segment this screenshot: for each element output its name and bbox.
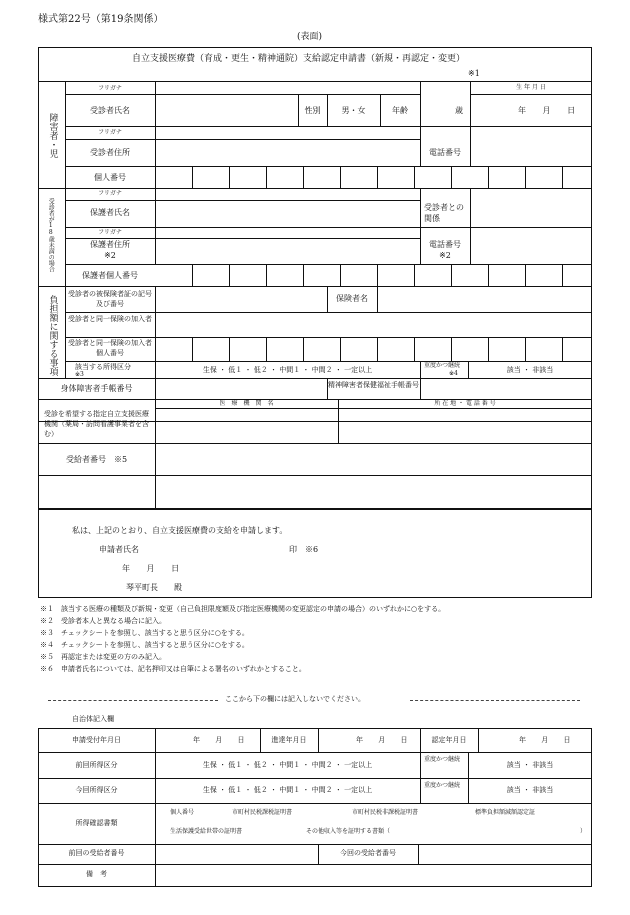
same-insurance-field[interactable] [156,313,591,336]
seal-mark: 印 ※6 [289,545,319,554]
same-insurance-label: 受診者と同一保険の加入者 [68,315,152,323]
furigana-label-4: フリガナ [98,229,122,236]
mental-cert-label: 精神障害者保健福祉手帳番号 [328,381,419,389]
patient-address-field[interactable] [156,140,419,165]
doc-other-close: ） [580,828,587,835]
institution-address-field[interactable] [339,409,591,442]
declaration-line: 私は、上記のとおり、自立支援医療費の支給を申請します。 [72,526,288,535]
furigana-label: フリガナ [98,85,122,92]
curr-severe-label: 重度かつ継続 [424,782,461,789]
note-6: ※６ 申請者氏名については、記名押印又は自筆による署名のいずれかとすること。 [40,665,306,673]
guardian-phone-label: 電話番号 [429,240,461,249]
prev-severe-label: 重度かつ継続 [424,756,461,763]
note-3: ※３ チェックシートを参照し、該当すると思う区分に○をする。 [40,629,249,637]
institution-name-header: 医 療 機 関 名 [219,400,274,407]
curr-severe-options[interactable]: 該当 ・ 非該当 [506,786,554,794]
guardian-name-field[interactable] [156,201,419,226]
personal-number-label: 個人番号 [94,173,126,182]
doc-welfare-certificate[interactable]: 生活保護受給世帯の証明書 [170,828,243,835]
curr-income-options[interactable]: 生保 ・ 低１ ・ 低２ ・ 中間１ ・ 中間２ ・ 一定以上 [202,786,373,794]
form-title: 自立支援医療費（育成・更生・精神通院）支給認定申請書（新規・再認定・変更） [132,54,466,64]
approval-date-label: 認定年月日 [431,736,467,744]
doc-personal-number[interactable]: 個人番号 [170,809,195,816]
prev-income-options[interactable]: 生保 ・ 低１ ・ 低２ ・ 中間１ ・ 中間２ ・ 一定以上 [202,761,373,769]
addressee: 琴平町長 殿 [126,583,182,592]
income-class-options[interactable]: 生保 ・ 低１ ・ 低２ ・ 中間１ ・ 中間２ ・ 一定以上 [202,366,373,374]
guardian-number-label: 保護者個人番号 [82,271,138,280]
gender-label: 性別 [304,106,321,115]
curr-recipient-field[interactable] [419,845,591,863]
recipient-number-label: 受給者番号 ※5 [65,455,128,464]
guardian-address-field[interactable] [156,239,419,263]
severe-note: ※4 [449,370,458,377]
patient-name-field[interactable] [156,95,297,125]
curr-income-label: 今回所得区分 [75,786,118,794]
minor-section-label: 受診者が18歳未満の場合 [47,198,55,272]
medical-institution-label: 受診を希望する指定自立支援医療機関（薬局・訪問看護事業者を含む） [44,410,149,439]
guardian-address-note: ※2 [104,251,116,260]
insured-card-label: 受診者の被保険者証の記号及び番号 [68,290,152,308]
note-1: ※１ 該当する医療の種類及び新規・変更（自己負担限度額及び指定医療機関の変更認定の申請の場合）のいずれかに○をする。 [40,605,446,613]
doc-other-income[interactable]: その他収入等を証明する書類（ [306,828,391,835]
furigana-label-3: フリガナ [98,190,122,197]
doc-nontax-certificate[interactable]: 市町村民税非課税証明書 [352,809,419,816]
progress-date-label: 進達年月日 [271,736,307,744]
dob-label: 生 年 月 日 [516,84,546,91]
relationship-label: 受診者との関係 [424,203,464,224]
form-number: 様式第22号（第19条関係） [38,14,164,25]
doc-reduction-certificate[interactable]: 標準負担額減額認定証 [475,809,536,816]
patient-name-label: 受診者氏名 [90,106,130,115]
institution-name-field[interactable] [156,409,337,442]
side-label: (表面) [297,32,323,42]
remarks-label: 備 考 [86,870,107,878]
note-4: ※４ チェックシートを参照し、該当すると思う区分に○をする。 [40,641,249,649]
received-date-field[interactable]: 年 月 日 [193,736,245,744]
guardian-address-label: 保護者住所 [90,240,130,249]
personal-number-boxes[interactable] [155,166,592,188]
received-date-label: 申請受付年月日 [72,736,121,744]
income-class-note: ※3 [75,371,84,378]
severe-options[interactable]: 該当 ・ 非該当 [506,366,554,374]
office-section-title: 自治体記入欄 [72,715,114,723]
prev-severe-options[interactable]: 該当 ・ 非該当 [506,761,554,769]
institution-address-header: 所 在 地 ・ 電 話 番 号 [434,400,496,407]
age-label: 年齢 [392,106,408,115]
applicant-name-label-2: 申請者氏名 [99,545,139,554]
income-class-label: 該当する所得区分 [75,363,131,371]
insurer-name-field[interactable] [378,287,591,311]
prev-recipient-field[interactable] [156,845,317,863]
mental-cert-field[interactable] [421,379,591,398]
curr-recipient-label: 今回の受給者番号 [340,849,396,857]
guardian-number-boxes[interactable] [155,264,592,286]
guardian-phone-note: ※2 [439,251,451,260]
note-2: ※２ 受診者本人と異なる場合に記入。 [40,617,166,625]
same-insurance-number-boxes[interactable] [155,337,592,361]
prev-income-label: 前回所得区分 [75,761,118,769]
disability-cert-field[interactable] [156,379,326,398]
separator-text: ここから下の欄には記入しないでください。 [225,695,365,703]
insurer-name-label: 保険者名 [336,294,368,303]
note-5: ※５ 再認定または変更の方のみ記入。 [40,653,166,661]
doc-tax-certificate[interactable]: 市町村民税課税証明書 [232,809,293,816]
title-note: ※1 [468,69,480,78]
patient-section-label: 障害者・児 [47,113,58,158]
application-date[interactable]: 年 月 日 [122,564,180,573]
insured-card-field[interactable] [156,287,326,311]
burden-section-label: 負担額に関する事項 [47,295,58,376]
furigana-label-2: フリガナ [98,129,122,136]
age-unit: 歳 [455,106,463,115]
guardian-name-label: 保護者氏名 [90,208,130,217]
recipient-number-field[interactable] [156,444,591,474]
phone-label: 電話番号 [429,148,461,157]
disability-cert-label: 身体障害者手帳番号 [60,384,133,393]
same-insurance-number-label: 受診者と同一保険の加入者個人番号 [68,339,152,357]
income-docs-label: 所得確認書類 [75,819,118,827]
patient-address-label: 受診者住所 [90,148,130,157]
approval-date-field[interactable]: 年 月 日 [519,736,571,744]
separator-line-left [48,700,218,701]
separator-line-right [410,700,580,701]
severe-label: 重度かつ継続 [424,362,461,369]
applicant-name-field[interactable] [160,540,280,554]
prev-recipient-label: 前回の受給者番号 [68,849,125,857]
gender-options[interactable]: 男・女 [341,106,366,115]
progress-date-field[interactable]: 年 月 日 [356,736,408,744]
remarks-field[interactable] [156,865,591,886]
dob-field[interactable]: 年 月 日 [518,106,576,115]
